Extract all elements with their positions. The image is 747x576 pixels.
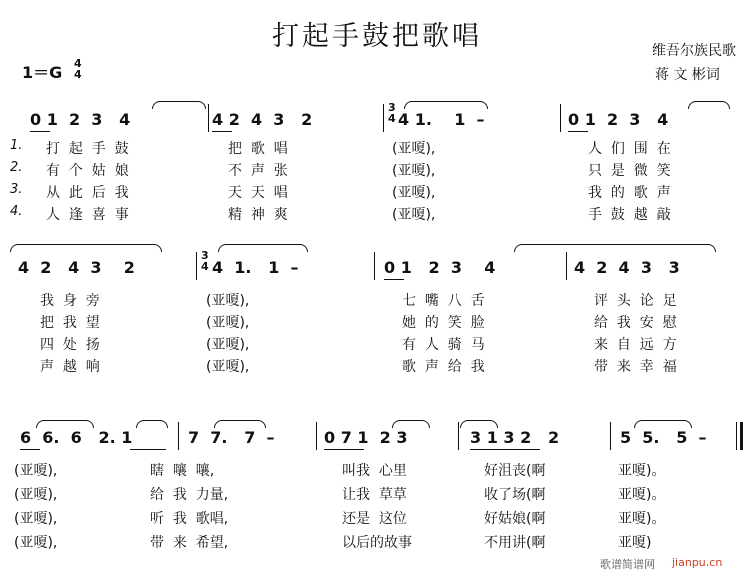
s2-measure-1: 4 2 4 3 2 [18, 258, 135, 277]
s2-measure-4: 4 2 4 3 3 [574, 258, 680, 277]
s2-barline-2 [374, 252, 375, 280]
s2-tie-3 [514, 244, 716, 252]
s2-measure-2: 4 1. 1 – [212, 258, 299, 277]
s1-v1-phrase-2: 把 歌 唱 [228, 141, 288, 157]
s2-barline-1 [196, 252, 197, 280]
key-signature: 1＝G [22, 63, 63, 82]
s3-final-barline-thin [736, 422, 737, 450]
s2-underline-1 [384, 279, 404, 280]
s3-underline-3 [324, 449, 364, 450]
verse-number-3: 3. [10, 182, 23, 197]
s3-measure-3: 0 7 1 2 3 [324, 428, 408, 447]
s1-barline-2 [383, 104, 384, 132]
origin-credit: 维吾尔族民歌 [652, 43, 736, 59]
time-denominator: 4 [74, 68, 82, 81]
s1-v3-phrase-3: (亚嗄), [392, 185, 436, 201]
s3-measure-4: 3 1 3 2 2 [470, 428, 560, 447]
s1-meter-change [388, 102, 396, 124]
s2-v1-phrase-2: (亚嗄), [206, 293, 250, 309]
s3-tie-2 [136, 420, 168, 428]
s3-v4-phrase-2: 带 来 希望, [150, 535, 229, 551]
s3-v4-phrase-1: (亚嗄), [14, 535, 58, 551]
s3-tie-4 [392, 420, 430, 428]
s1-underline-2 [212, 131, 232, 132]
s3-barline-3 [458, 422, 459, 450]
s3-v2-phrase-5: 亚嗄)。 [618, 487, 666, 503]
s1-measure-4: 0 1 2 3 4 [568, 110, 669, 129]
s3-v4-phrase-5: 亚嗄) [618, 535, 652, 551]
s1-v4-phrase-4: 手 鼓 越 敲 [588, 207, 671, 223]
s1-v2-phrase-3: (亚嗄), [392, 163, 436, 179]
s2-v4-phrase-3: 歌 声 给 我 [402, 359, 485, 375]
verse-number-2: 2. [10, 160, 23, 175]
s1-v3-phrase-2: 天 天 唱 [228, 185, 288, 201]
s3-v3-phrase-5: 亚嗄)。 [618, 511, 666, 527]
s3-v3-phrase-4: 好姑娘(啊 [484, 511, 546, 527]
s2-v2-phrase-2: (亚嗄), [206, 315, 250, 331]
s2-v4-phrase-1: 声 越 响 [40, 359, 100, 375]
s1-measure-1: 0 1 2 3 4 [30, 110, 131, 129]
s3-v1-phrase-2: 瞎 嚷 嚷, [150, 463, 215, 479]
s1-v3-phrase-4: 我 的 歌 声 [588, 185, 671, 201]
s2-v3-phrase-4: 来 自 远 方 [594, 337, 677, 353]
time-signature [74, 58, 82, 80]
s2-barline-3 [566, 252, 567, 280]
s1-v2-phrase-2: 不 声 张 [228, 163, 288, 179]
s3-v3-phrase-1: (亚嗄), [14, 511, 58, 527]
meter-num: 3 [201, 249, 209, 262]
verse-number-1: 1. [10, 138, 23, 153]
s3-underline-4 [470, 449, 540, 450]
s1-measure-3: 4 1. 1 – [398, 110, 485, 129]
s3-tie-3 [214, 420, 266, 428]
s2-meter-change [201, 250, 209, 272]
verse-number-4: 4. [10, 204, 23, 219]
s1-v4-phrase-3: (亚嗄), [392, 207, 436, 223]
s2-v4-phrase-4: 带 来 幸 福 [594, 359, 677, 375]
s3-tie-5 [460, 420, 498, 428]
s1-underline-3 [568, 131, 588, 132]
s3-v2-phrase-3: 让我 草草 [342, 487, 407, 503]
s3-final-barline-thick [740, 422, 743, 450]
s3-v2-phrase-4: 收了场(啊 [484, 487, 546, 503]
s3-barline-1 [178, 422, 179, 450]
watermark-site: 歌谱简谱网 [600, 558, 655, 571]
s3-barline-2 [316, 422, 317, 450]
s1-tie-1 [152, 101, 206, 109]
s3-underline-2 [130, 449, 166, 450]
s3-v4-phrase-3: 以后的故事 [342, 535, 412, 551]
s3-tie-1 [36, 420, 94, 428]
meter-den: 4 [388, 112, 396, 125]
s1-v1-phrase-3: (亚嗄), [392, 141, 436, 157]
s2-v3-phrase-1: 四 处 扬 [40, 337, 100, 353]
meter-num: 3 [388, 101, 396, 114]
s2-v3-phrase-2: (亚嗄), [206, 337, 250, 353]
watermark-domain: jianpu.cn [672, 556, 723, 569]
s1-v2-phrase-4: 只 是 微 笑 [588, 163, 671, 179]
s1-tie-2 [404, 101, 488, 109]
song-title: 打起手鼓把歌唱 [272, 21, 482, 52]
s3-v1-phrase-5: 亚嗄)。 [618, 463, 666, 479]
s1-measure-2: 4 2 4 3 2 [212, 110, 313, 129]
s1-v2-phrase-1: 有 个 姑 娘 [46, 163, 129, 179]
s2-v1-phrase-1: 我 身 旁 [40, 293, 100, 309]
s1-barline-1 [208, 104, 209, 132]
s3-measure-2: 7 7. 7 – [188, 428, 275, 447]
s3-v1-phrase-4: 好沮丧(啊 [484, 463, 546, 479]
s2-v2-phrase-1: 把 我 望 [40, 315, 100, 331]
s1-barline-3 [560, 104, 561, 132]
meter-den: 4 [201, 260, 209, 273]
s1-tie-3 [688, 101, 730, 109]
s3-barline-4 [610, 422, 611, 450]
s3-measure-1: 6 6. 6 2. 1 [20, 428, 133, 447]
s1-v4-phrase-2: 精 神 爽 [228, 207, 288, 223]
s2-tie-1 [10, 244, 162, 252]
s3-v2-phrase-2: 给 我 力量, [150, 487, 229, 503]
s2-v4-phrase-2: (亚嗄), [206, 359, 250, 375]
s2-v3-phrase-3: 有 人 骑 马 [402, 337, 485, 353]
s2-v1-phrase-4: 评 头 论 足 [594, 293, 677, 309]
s3-v1-phrase-3: 叫我 心里 [342, 463, 407, 479]
s3-v4-phrase-4: 不用讲(啊 [484, 535, 546, 551]
s2-v2-phrase-3: 她 的 笑 脸 [402, 315, 485, 331]
s3-v3-phrase-3: 还是 这位 [342, 511, 407, 527]
s2-v2-phrase-4: 给 我 安 慰 [594, 315, 677, 331]
s1-v1-phrase-1: 打 起 手 鼓 [46, 141, 129, 157]
s1-v3-phrase-1: 从 此 后 我 [46, 185, 129, 201]
s3-v2-phrase-1: (亚嗄), [14, 487, 58, 503]
s3-tie-6 [634, 420, 692, 428]
s3-v3-phrase-2: 听 我 歌唱, [150, 511, 229, 527]
s1-v4-phrase-1: 人 逢 喜 事 [46, 207, 129, 223]
s2-tie-2 [218, 244, 308, 252]
s3-measure-5: 5 5. 5 – [620, 428, 707, 447]
lyricist-credit: 蒋 文 彬词 [655, 67, 720, 83]
time-numerator: 4 [74, 57, 82, 70]
s3-underline-1 [20, 449, 40, 450]
s1-v1-phrase-4: 人 们 围 在 [588, 141, 671, 157]
s1-underline-1 [30, 131, 50, 132]
s2-v1-phrase-3: 七 嘴 八 舌 [402, 293, 485, 309]
s2-measure-3: 0 1 2 3 4 [384, 258, 496, 277]
s3-v1-phrase-1: (亚嗄), [14, 463, 58, 479]
